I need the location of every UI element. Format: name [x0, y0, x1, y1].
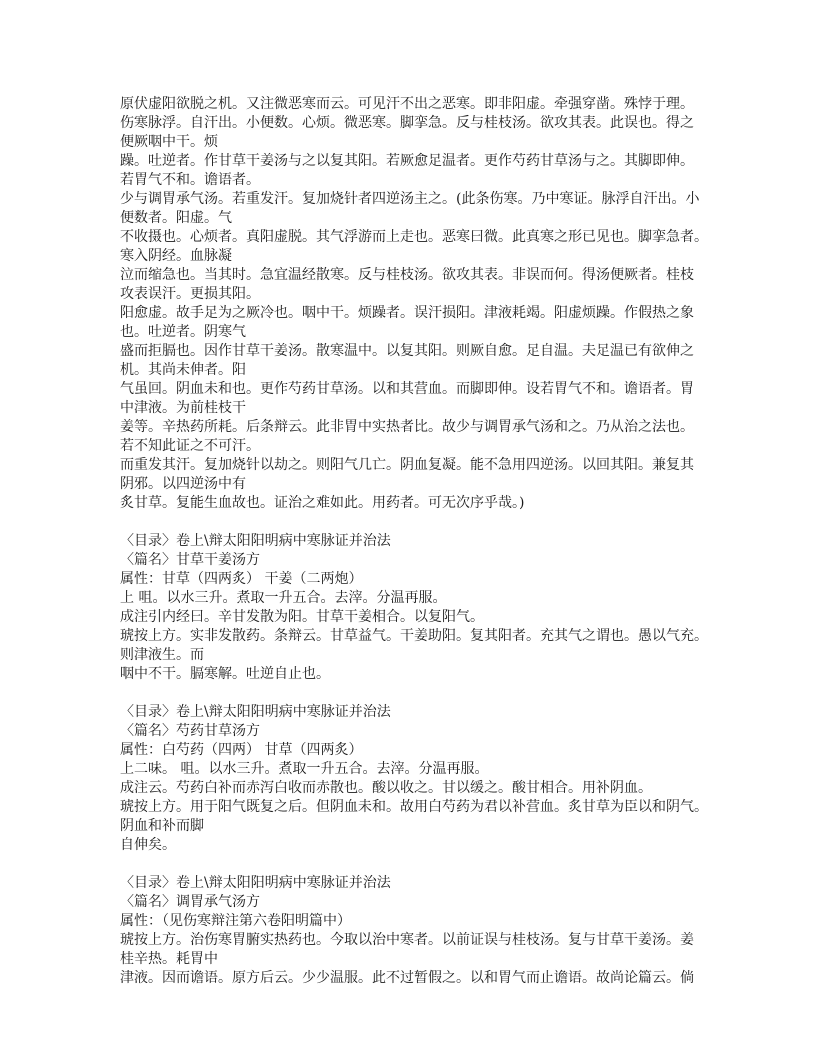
text-line: 不收摄也。心烦者。真阳虚脱。其气浮游而上走也。恶寒曰微。此真寒之形已见也。脚挛急者。 — [120, 229, 708, 245]
blank-line — [120, 684, 720, 703]
text-line: 〈篇名〉芍药甘草汤方 — [120, 723, 260, 739]
text-line: 若胃气不和。谵语者。 — [120, 172, 260, 188]
text-line: 也。吐逆者。阴寒气 — [120, 324, 246, 340]
text-line: 成注云。芍药白补而赤泻白收而赤散也。酸以收之。甘以缓之。酸甘相合。用补阴血。 — [120, 780, 652, 796]
text-line: 上二味。 咀。以水三升。煮取一升五合。去滓。分温再服。 — [120, 761, 489, 777]
text-line: 津液。因而谵语。原方后云。少少温服。此不过暂假之。以和胃气而止谵语。故尚论篇云。倘 — [120, 970, 694, 986]
text-line: 属性：（见伤寒辩注第六卷阳明篇中） — [120, 913, 351, 929]
text-line: 阳愈虚。故手足为之厥冷也。咽中干。烦躁者。误汗损阳。津液耗竭。阳虚烦躁。作假热之象 — [120, 305, 694, 321]
text-line: 原伏虚阳欲脱之机。又注微恶寒而云。可见汗不出之恶寒。即非阳虚。牵强穿凿。殊悖于理。 — [120, 96, 694, 112]
text-line: 躁。吐逆者。作甘草干姜汤与之以复其阳。若厥愈足温者。更作芍药甘草汤与之。其脚即伸。 — [120, 153, 694, 169]
text-line: 便数者。阳虚。气 — [120, 210, 232, 226]
text-line: 攻表误汗。更损其阳。 — [120, 286, 260, 302]
blank-line — [120, 855, 720, 874]
text-line: 伤寒脉浮。自汗出。小便数。心烦。微恶寒。脚挛急。反与桂枝汤。欲攻其表。此误也。得之 — [120, 115, 694, 131]
text-line: 而重发其汗。复加烧针以劫之。则阳气几亡。阴血复凝。能不急用四逆汤。以回其阳。兼复其 — [120, 457, 694, 473]
blank-line — [120, 513, 720, 532]
text-line: 琥按上方。治伤寒胃腑实热药也。今取以治中寒者。以前证误与桂枝汤。复与甘草干姜汤。姜 — [120, 932, 694, 948]
text-line: 机。其尚未伸者。阳 — [120, 362, 246, 378]
text-line: 中津液。为前桂枝干 — [120, 400, 246, 416]
text-line: 〈目录〉卷上\辩太阳阳明病中寒脉证并治法 — [120, 875, 391, 891]
text-line: 气虽回。阴血未和也。更作芍药甘草汤。以和其营血。而脚即伸。设若胃气不和。谵语者。胃 — [120, 381, 694, 397]
document-page — [120, 95, 720, 988]
text-line: 咽中不干。膈寒解。吐逆自止也。 — [120, 666, 330, 682]
text-line: 桂辛热。耗胃中 — [120, 951, 218, 967]
text-line: 则津液生。而 — [120, 647, 204, 663]
text-line: 〈目录〉卷上\辩太阳阳明病中寒脉证并治法 — [120, 533, 391, 549]
text-line: 属性：白芍药（四两） 甘草（四两炙） — [120, 742, 363, 758]
text-line: 成注引内经曰。辛甘发散为阳。甘草干姜相合。以复阳气。 — [120, 609, 484, 625]
text-line: 〈篇名〉调胃承气汤方 — [120, 894, 260, 910]
text-line: 上 咀。以水三升。煮取一升五合。去滓。分温再服。 — [120, 590, 447, 606]
text-line: 泣而缩急也。当其时。急宜温经散寒。反与桂枝汤。欲攻其表。非误而何。得汤便厥者。桂枝 — [120, 267, 694, 283]
text-line: 姜等。辛热药所耗。后条辩云。此非胃中实热者比。故少与调胃承气汤和之。乃从治之法也。 — [120, 419, 694, 435]
text-line: 炙甘草。复能生血故也。证治之难如此。用药者。可无次序乎哉。) — [120, 495, 525, 511]
text-line: 属性：甘草（四两炙） 干姜（二两炮） — [120, 571, 363, 587]
text-line: 阴血和补而脚 — [120, 818, 204, 834]
text-line: 便厥咽中干。烦 — [120, 134, 218, 150]
text-line: 琥按上方。用于阳气既复之后。但阴血未和。故用白芍药为君以补营血。炙甘草为臣以和阴气。 — [120, 799, 708, 815]
text-line: 若不知此证之不可汗。 — [120, 438, 260, 454]
text-line: 阴邪。以四逆汤中有 — [120, 476, 246, 492]
text-line: 寒入阴经。血脉凝 — [120, 248, 232, 264]
text-line: 少与调胃承气汤。若重发汗。复加烧针者四逆汤主之。(此条伤寒。乃中寒证。脉浮自汗出。小 — [120, 191, 700, 207]
text-line: 〈篇名〉甘草干姜汤方 — [120, 552, 260, 568]
text-line: 盛而拒膈也。因作甘草干姜汤。散寒温中。以复其阳。则厥自愈。足自温。夫足温已有欲伸之 — [120, 343, 694, 359]
text-line: 琥按上方。实非发散药。条辩云。甘草益气。干姜助阳。复其阳者。充其气之谓也。愚以气充。 — [120, 628, 708, 644]
text-line: 自伸矣。 — [120, 837, 176, 853]
text-line: 〈目录〉卷上\辩太阳阳明病中寒脉证并治法 — [120, 704, 391, 720]
